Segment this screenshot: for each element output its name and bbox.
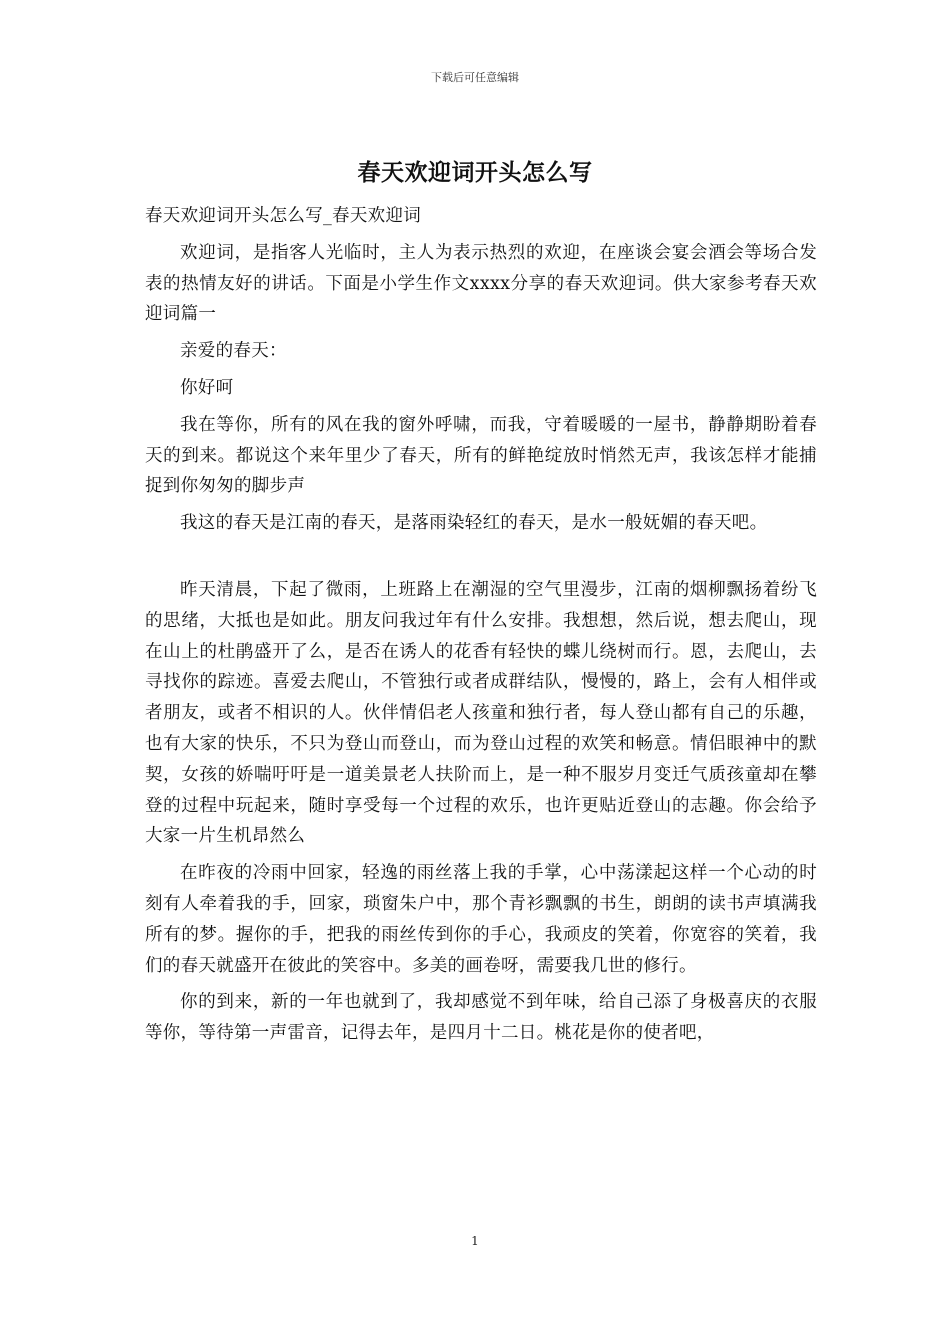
document-subtitle: 春天欢迎词开头怎么写_春天欢迎词 bbox=[145, 206, 422, 226]
paragraph-rain-home: 在昨夜的冷雨中回家，轻逸的雨丝落上我的手掌，心中荡漾起这样一个心动的时刻有人牵着我的手，回家，琐窗朱户中，那个青衫飘飘的书生，朗朗的读书声填满我所有的梦。握你的手，把我的雨丝传到你的手心，我顽皮的笑着，你宽容的笑着，我们的春天就盛开在彼此的笑容中。多美的画卷呀，需要我几世的修行。 bbox=[145, 863, 817, 976]
page-number: 1 bbox=[471, 1234, 479, 1248]
paragraph-intro: 欢迎词，是指客人光临时，主人为表示热烈的欢迎，在座谈会宴会酒会等场合发表的热情友好的讲话。下面是小学生作文xxxx分享的春天欢迎词。供大家参考春天欢迎词篇一 bbox=[145, 242, 817, 325]
document-title: 春天欢迎词开头怎么写 bbox=[357, 159, 593, 186]
paragraph-greeting: 你好呵 bbox=[180, 377, 234, 398]
paragraph-waiting: 我在等你，所有的风在我的窗外呼啸，而我，守着暖暖的一屋书，静静期盼着春天的到来。都说这个来年里少了春天，所有的鲜艳绽放时悄然无声，我该怎样才能捕捉到你匆匆的脚步声 bbox=[145, 414, 817, 497]
header-note: 下载后可任意编辑 bbox=[431, 71, 519, 84]
paragraph-salutation: 亲爱的春天： bbox=[180, 341, 287, 362]
paragraph-arrival: 你的到来，新的一年也就到了，我却感觉不到年味，给自己添了身极喜庆的衣服等你，等待第一声雷音，记得去年，是四月十二日。桃花是你的使者吧， bbox=[145, 992, 817, 1044]
document-body bbox=[145, 201, 817, 1055]
paragraph-jiangnan-spring: 我这的春天是江南的春天，是落雨染轻红的春天，是水一般妩媚的春天吧。 bbox=[180, 513, 768, 534]
paragraph-climbing: 昨天清晨，下起了微雨，上班路上在潮湿的空气里漫步，江南的烟柳飘扬着纷飞的思绪，大抵也是如此。朋友问我过年有什么安排。我想想，然后说，想去爬山，现在山上的杜鹃盛开了么，是否在诱人的花香有轻快的蝶儿绕树而行。恩，去爬山，去寻找你的踪迹。喜爱去爬山，不管独行或者成群结队，慢慢的，路上，会有人相伴或者朋友，或者不相识的人。伙伴情侣老人孩童和独行者，每人登山都有自己的乐趣，也有大家的快乐，不只为登山而登山，而为登山过程的欢笑和畅意。情侣眼神中的默契，女孩的娇喘吁吁是一道美景老人扶阶而上，是一种不服岁月变迁气质孩童却在攀登的过程中玩起来，随时享受每一个过程的欢乐，也许更贴近登山的志趣。你会给予大家一片生机昂然么 bbox=[145, 579, 817, 847]
